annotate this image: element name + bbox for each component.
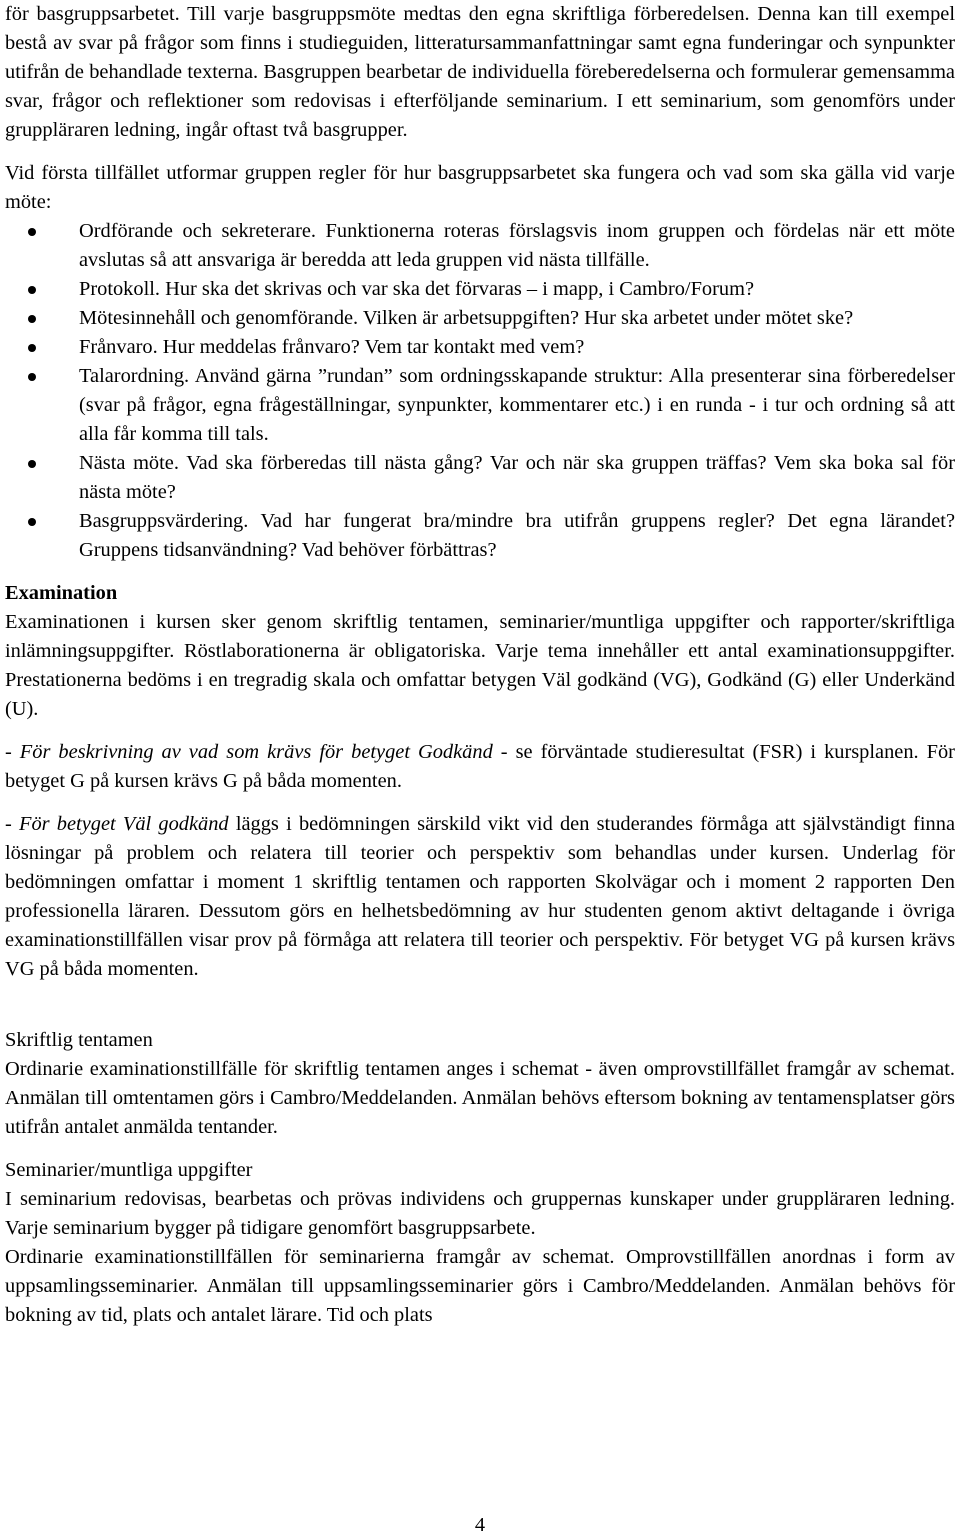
bullet-icon bbox=[28, 344, 36, 352]
bullet-icon bbox=[28, 315, 36, 323]
bullet-icon bbox=[28, 518, 36, 526]
bullet-icon bbox=[28, 460, 36, 468]
page-number: 4 bbox=[474, 1514, 486, 1536]
bullet-icon bbox=[28, 373, 36, 381]
written-exam-heading: Skriftlig tentamen bbox=[5, 1029, 153, 1051]
rules-list bbox=[5, 217, 955, 565]
seminars-paragraph-1: I seminarium redovisas, bearbetas och prövas individens och gruppernas kunskaper under gruppläraren ledning. Varje seminarium bygger på tidigare genomfört basgruppsarbete. bbox=[5, 1188, 955, 1239]
bullet-icon bbox=[28, 286, 36, 294]
written-exam-paragraph: Ordinarie examinationstillfälle för skriftlig tentamen anges i schemat - även omprovstillfället framgår av schemat. Anmälan till omtentamen görs i Cambro/Meddelanden. Anmälan behövs eftersom bokning av tentamensplatser görs utifrån antalet anmälda tentander. bbox=[5, 1058, 955, 1138]
seminars-paragraph-2: Ordinarie examinationstillfällen för seminarierna framgår av schemat. Omprovstillfällen anordnas i form av uppsamlingsseminarier. Anmälan till uppsamlingsseminarier görs i Cambro/Meddelanden. Anmälan behövs för bokning av tid, plats och antalet lärare. Tid och plats bbox=[5, 1246, 955, 1326]
bullet-icon bbox=[28, 228, 36, 236]
list-item: Nästa möte. Vad ska förberedas till nästa gång? Var och när ska gruppen träffas? Vem ska boka sal för nästa möte? bbox=[5, 449, 955, 507]
godkand-paragraph bbox=[5, 738, 955, 796]
document-page bbox=[5, 0, 955, 1330]
vg-paragraph bbox=[5, 810, 955, 984]
godkand-italic: - För beskrivning av vad som krävs för betyget Godkänd bbox=[5, 741, 493, 763]
intro-paragraph-2: Vid första tillfället utformar gruppen regler för hur basgruppsarbetet ska fungera och vad som ska gälla vid varje möte: bbox=[5, 162, 955, 213]
vg-text: läggs i bedömningen särskild vikt vid den studerandes förmåga att självständigt finna lösningar på problem och relatera till teorier och perspektiv som behandlas under kursen. Underlag för bedömningen omfattar i moment 1 skriftlig tentamen och rapporten Skolvägar och i moment 2 rapporten Den professionella läraren. Dessutom görs en helhetsbedömning av hur studenten genom aktivt deltagande i övriga examinationstillfällen visar prov på förmåga att relatera till teorier och perspektiv. För betyget VG på kursen krävs VG på båda momenten. bbox=[5, 813, 955, 980]
vg-italic: - För betyget Väl godkänd bbox=[5, 813, 229, 835]
seminars-heading: Seminarier/muntliga uppgifter bbox=[5, 1159, 253, 1181]
list-item: Talarordning. Använd gärna ”rundan” som ordningsskapande struktur: Alla presenterar sina förberedelser (svar på frågor, egna frågeställningar, synpunkter, kommentarer etc.) i en runda - i tur och ordning så att alla får komma till tals. bbox=[5, 362, 955, 449]
list-item: Mötesinnehåll och genomförande. Vilken är arbetsuppgiften? Hur ska arbetet under mötet ske? bbox=[5, 304, 955, 333]
list-item: Basgruppsvärdering. Vad har fungerat bra/mindre bra utifrån gruppens regler? Det egna lärandet? Gruppens tidsanvändning? Vad behöver förbättras? bbox=[5, 507, 955, 565]
examination-paragraph: Examinationen i kursen sker genom skriftlig tentamen, seminarier/muntliga uppgifter och rapporter/skriftliga inlämningsuppgifter. Röstlaborationerna är obligatoriska. Varje tema innehåller ett antal examinationsuppgifter. Prestationerna bedöms i en tregradig skala och omfattar betygen Väl godkänd (VG), Godkänd (G) eller Underkänd (U). bbox=[5, 611, 955, 720]
intro-paragraph-1: för basgruppsarbetet. Till varje basgruppsmöte medtas den egna skriftliga förberedelsen. Denna kan till exempel bestå av svar på frågor som finns i studieguiden, litteratursammanfattningar samt egna funderingar och synpunkter utifrån de behandlade texterna. Basgruppen bearbetar de individuella föreberedelserna och formulerar gemensamma svar, frågor och reflektioner som redovisas i efterföljande seminarium. I ett seminarium, som genomförs under gruppläraren ledning, ingår oftast två basgrupper. bbox=[5, 3, 955, 141]
list-item: Protokoll. Hur ska det skrivas och var ska det förvaras – i mapp, i Cambro/Forum? bbox=[5, 275, 955, 304]
examination-heading: Examination bbox=[5, 582, 118, 604]
list-item: Ordförande och sekreterare. Funktionerna roteras förslagsvis inom gruppen och fördelas när ett möte avslutas så att ansvariga är beredda att leda gruppen vid nästa tillfälle. bbox=[5, 217, 955, 275]
godkand-text: - se förväntade studieresultat (FSR) i kursplanen. För betyget G på kursen krävs G på båda momenten. bbox=[5, 741, 955, 792]
list-item: Frånvaro. Hur meddelas frånvaro? Vem tar kontakt med vem? bbox=[5, 333, 955, 362]
